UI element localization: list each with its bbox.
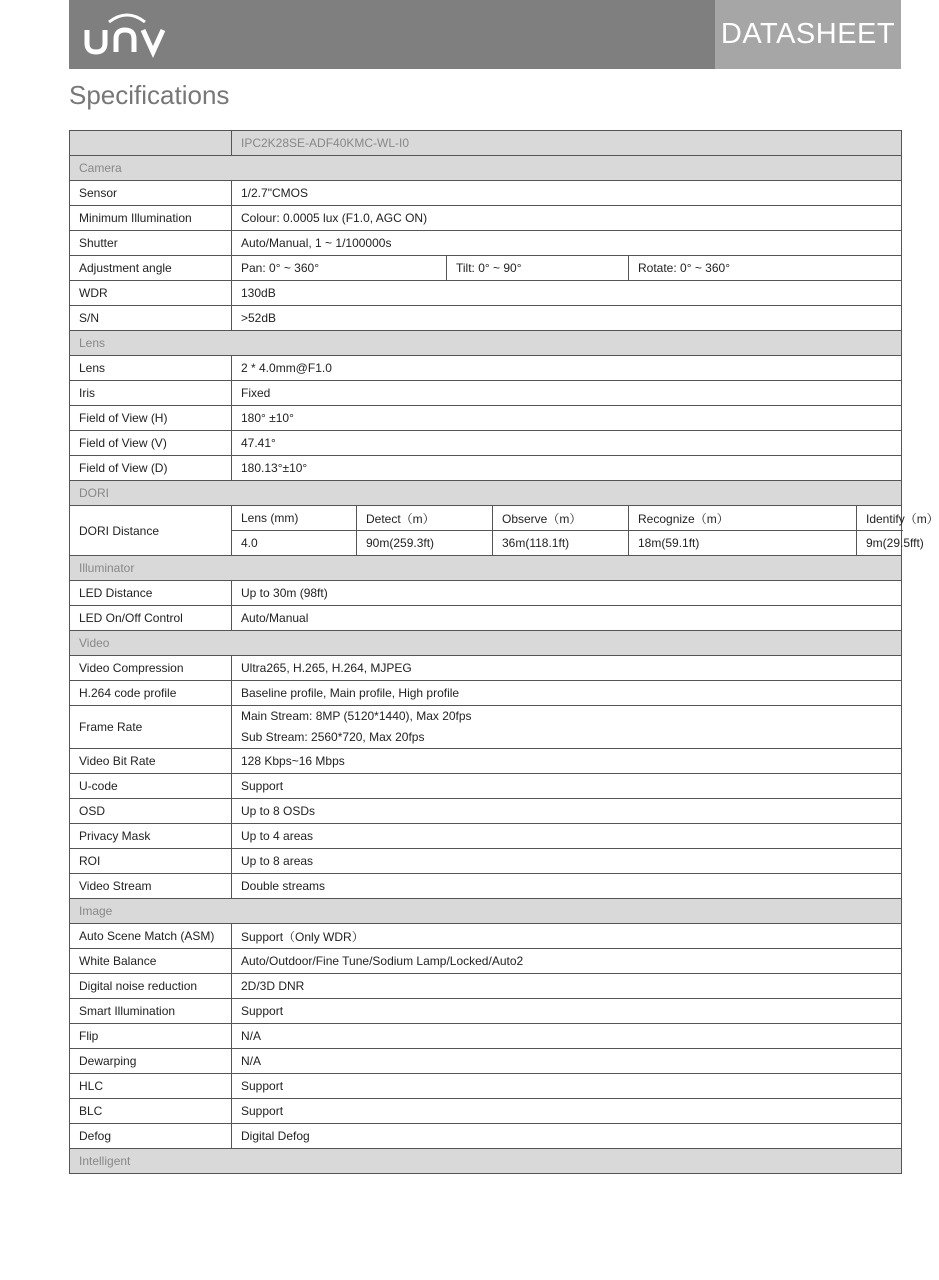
table-row: Auto Scene Match (ASM) Support（Only WDR） <box>70 924 902 949</box>
section-illuminator: Illuminator <box>70 556 902 581</box>
dori-value: 9m(29.5fft) <box>857 531 902 556</box>
table-row: Video Stream Double streams <box>70 874 902 899</box>
dori-value: 36m(118.1ft) <box>493 531 629 556</box>
main-stream: Main Stream: 8MP (5120*1440), Max 20fps <box>241 709 472 723</box>
page-header <box>69 0 901 69</box>
table-row: Lens 2 * 4.0mm@F1.0 <box>70 356 902 381</box>
tilt-value: Tilt: 0° ~ 90° <box>447 256 629 281</box>
table-row: White Balance Auto/Outdoor/Fine Tune/Sodium Lamp/Locked/Auto2 <box>70 949 902 974</box>
section-intelligent: Intelligent <box>70 1149 902 1174</box>
table-row: Dewarping N/A <box>70 1049 902 1074</box>
table-row: Privacy Mask Up to 4 areas <box>70 824 902 849</box>
table-row: WDR 130dB <box>70 281 902 306</box>
dori-header: Identify（m） <box>857 506 902 531</box>
table-row: ROI Up to 8 areas <box>70 849 902 874</box>
model-name: IPC2K28SE-ADF40KMC-WL-I0 <box>232 131 902 156</box>
dori-label: DORI Distance <box>70 506 232 556</box>
section-lens: Lens <box>70 331 902 356</box>
dori-header: Recognize（m） <box>629 506 857 531</box>
dori-value: 18m(59.1ft) <box>629 531 857 556</box>
dori-value: 90m(259.3ft) <box>357 531 493 556</box>
table-row: Iris Fixed <box>70 381 902 406</box>
table-row: Minimum Illumination Colour: 0.0005 lux (F1.0, AGC ON) <box>70 206 902 231</box>
table-row: U-code Support <box>70 774 902 799</box>
table-row: Field of View (H) 180° ±10° <box>70 406 902 431</box>
table-row: Field of View (V) 47.41° <box>70 431 902 456</box>
table-row: Adjustment angle Pan: 0° ~ 360° Tilt: 0° ~ 90° Rotate: 0° ~ 360° <box>70 256 902 281</box>
table-row: LED On/Off Control Auto/Manual <box>70 606 902 631</box>
table-row: S/N >52dB <box>70 306 902 331</box>
model-label-cell <box>70 131 232 156</box>
table-row: HLC Support <box>70 1074 902 1099</box>
section-image: Image <box>70 899 902 924</box>
spec-table <box>69 130 939 1174</box>
section-camera: Camera <box>70 156 902 181</box>
frame-rate-value <box>232 706 902 749</box>
page-title: Specifications <box>69 80 230 110</box>
table-row: BLC Support <box>70 1099 902 1124</box>
table-row: OSD Up to 8 OSDs <box>70 799 902 824</box>
rotate-value: Rotate: 0° ~ 360° <box>629 256 902 281</box>
table-row: Defog Digital Defog <box>70 1124 902 1149</box>
table-row: H.264 code profile Baseline profile, Main profile, High profile <box>70 681 902 706</box>
datasheet-badge: DATASHEET <box>715 0 901 69</box>
table-row: Shutter Auto/Manual, 1 ~ 1/100000s <box>70 231 902 256</box>
model-row <box>70 131 902 156</box>
table-row: Digital noise reduction 2D/3D DNR <box>70 974 902 999</box>
dori-header: Lens (mm) <box>232 506 357 531</box>
table-row: Smart Illumination Support <box>70 999 902 1024</box>
dori-value: 4.0 <box>232 531 357 556</box>
section-video: Video <box>70 631 902 656</box>
svg-text:UNV: UNV <box>83 10 86 11</box>
table-row: Video Compression Ultra265, H.265, H.264, MJPEG <box>70 656 902 681</box>
table-row: Frame Rate Main Stream: 8MP (5120*1440), Max 20fps Sub Stream: 2560*720, Max 20fps <box>70 706 902 749</box>
unv-logo <box>83 10 173 60</box>
table-row: Video Bit Rate 128 Kbps~16 Mbps <box>70 749 902 774</box>
dori-header-row <box>70 506 902 531</box>
sub-stream: Sub Stream: 2560*720, Max 20fps <box>241 730 425 744</box>
table-row: Flip N/A <box>70 1024 902 1049</box>
table-row: Sensor 1/2.7"CMOS <box>70 181 902 206</box>
pan-value: Pan: 0° ~ 360° <box>232 256 447 281</box>
table-row: Field of View (D) 180.13°±10° <box>70 456 902 481</box>
section-dori: DORI <box>70 481 902 506</box>
table-row: LED Distance Up to 30m (98ft) <box>70 581 902 606</box>
dori-header: Detect（m） <box>357 506 493 531</box>
dori-header: Observe（m） <box>493 506 629 531</box>
